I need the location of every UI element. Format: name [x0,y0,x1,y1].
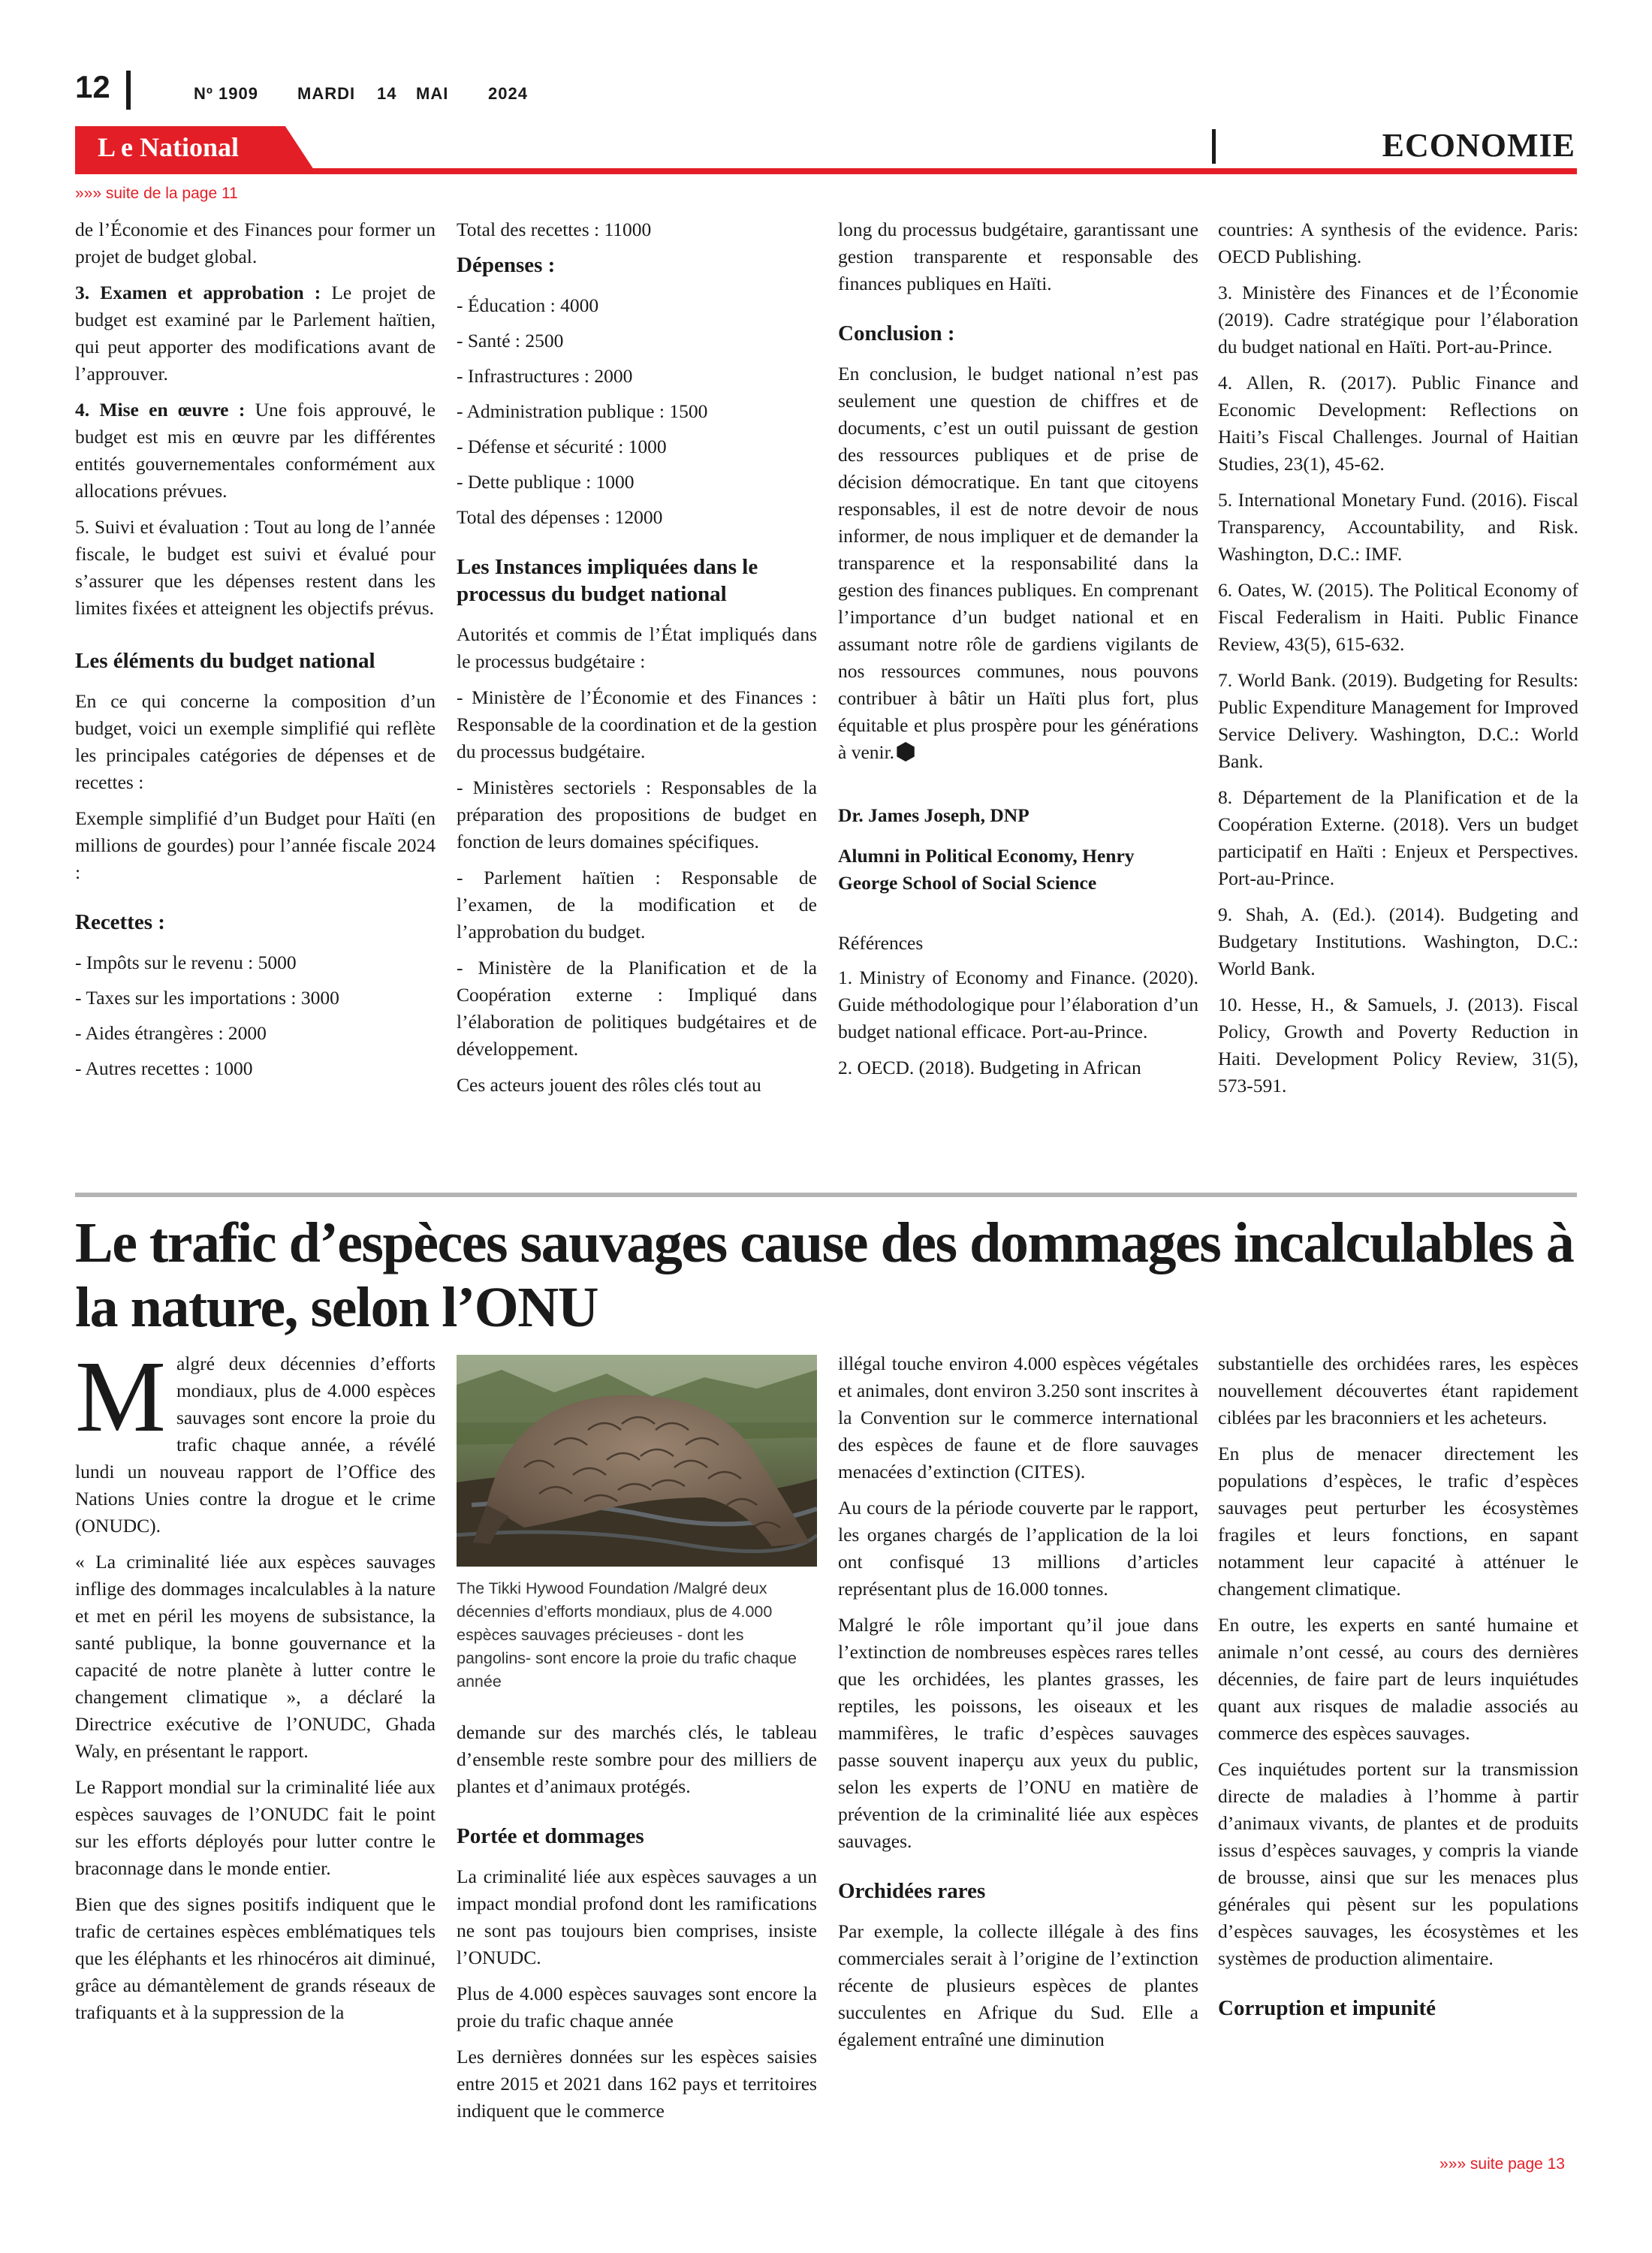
reference-item: 7. World Bank. (2019). Budgeting for Results: Public Expenditure Management for Improved Service Delivery. Washington, D.C.: World Bank. [1218,669,1578,772]
paragraph: Les dernières données sur les espèces saisies entre 2015 et 2021 dans 162 pays et territoires indiquent que le commerce [457,2046,817,2122]
list-item: - Défense et sécurité : 1000 [457,436,667,457]
list-item: - Parlement haïtien : Responsable de l’examen, de la modification et de l’approbation du budget. [457,867,817,943]
list-item: - Administration publique : 1500 [457,400,708,422]
paragraph: Ces inquiétudes portent sur la transmission directe de maladies à l’homme à partir d’animaux vivants, de plantes et de produits issus d’espèces sauvages, y compris la viande de brousse, ainsi que sur les menaces plus générales qui pèsent sur les populations d’espèces sauvages, les écosystèmes et les systèmes de production alimentaire. [1218,1758,1578,1969]
paragraph: illégal touche environ 4.000 espèces végétales et animales, dont environ 3.250 sont inscrites à la Convention sur le commerce international des espèces de faune et de flore sauvages menacées d’extinction (CITES). [838,1353,1198,1482]
section-heading: Recettes : [75,910,165,934]
list-item: - Autres recettes : 1000 [75,1057,253,1079]
reference-item: countries: A synthesis of the evidence. Paris: OECD Publishing. [1218,219,1578,267]
paragraph: Au cours de la période couverte par le rapport, les organes chargés de l’application de la loi ont confisqué 13 millions d’articles représentant plus de 16.000 tonnes. [838,1497,1198,1600]
author-title: Alumni in Political Economy, Henry George School of Social Science [838,845,1135,894]
paragraph: En plus de menacer directement les populations d’espèces, le trafic d’espèces sauvages peut perturber les écosystèmes fragiles et leurs fonctions, en sapant notamment leur capacité à atténuer le changement climatique. [1218,1443,1578,1600]
article1-column-1 [75,216,436,1090]
lead-paragraph [75,1341,436,1540]
section-heading: Portée et dommages [457,1824,644,1848]
continued-from: »»» suite de la page 11 [75,185,238,202]
paragraph [75,397,436,505]
paragraph [838,360,1198,766]
article1-column-2 [457,216,817,1108]
end-of-article-icon [896,742,915,762]
paragraph: Autorités et commis de l’État impliqués dans le processus budgétaire : [457,623,817,672]
conclusion-text: En conclusion, le budget national n’est pas seulement une question de chiffres et de documents, c’est un outil puissant de gestion des ressources publiques et de prise de décision démocratique. En tant que citoyens responsables, il est de notre devoir de nous informer, de nous impliquer et de demander la transparence et la responsabilité dans la gestion des finances publiques. En comprenant l’importance d’un budget national et en assumant notre rôle de gardiens vigilants de nos ressources communes, nous pouvons contribuer à bâtir un Haïti plus fort, plus équitable et plus prospère pour les générations à venir. [838,363,1198,763]
lead-text: algré deux décennies d’efforts mondiaux, plus de 4.000 espèces sauvages sont encore la proie du trafic chaque année, a révélé lundi un nouveau rapport de l’Office des Nations Unies contre la drogue et le crime (ONUDC). [75,1353,436,1537]
paragraph: de l’Économie et des Finances pour former un projet de budget global. [75,219,436,267]
list-item: Total des dépenses : 12000 [457,506,663,528]
page-number: 12 [75,69,110,104]
drop-cap: M [75,1341,166,1453]
paragraph: « La criminalité liée aux espèces sauvages inflige des dommages incalculables à la nature et met en péril les moyens de subsistance, la santé publique, la bonne gouvernance et la capacité de notre planète à lutter contre le changement climatique », a déclaré la Directrice exécutive de l’ONUDC, Ghada Waly, en présentant le rapport. [75,1551,436,1762]
paragraph: Plus de 4.000 espèces sauvages sont encore la proie du trafic chaque année [457,1983,817,2031]
issue-year: 2024 [488,84,528,103]
article-headline: Le trafic d’espèces sauvages cause des dommages incalculables à la nature, selon l’ONU [75,1211,1574,1339]
article1-column-4 [1218,216,1578,1108]
paragraph: Bien que des signes positifs indiquent que le trafic de certaines espèces emblématiques tels que les éléphants et les rhinocéros ait diminué, grâce au démantèlement de grands réseaux de trafiquants et à la suppression de la [75,1893,436,2023]
section-heading: Les éléments du budget national [75,649,375,673]
paragraph: Le Rapport mondial sur la criminalité liée aux espèces sauvages de l’ONUDC fait le point sur les efforts déployés pour lutter contre le braconnage dans le monde entier. [75,1776,436,1879]
reference-item: 3. Ministère des Finances et de l’Économie (2019). Cadre stratégique pour l’élaboration du budget national en Haïti. Port-au-Prince. [1218,282,1578,357]
section-heading: Les Instances impliquées dans le processus du budget national [457,555,758,606]
issue-day: 14 [377,84,397,103]
step-label: 3. Examen et approbation : [75,282,321,303]
reference-item: 1. Ministry of Economy and Finance. (2020). Guide méthodologique pour l’élaboration d’un budget national efficace. Port-au-Prince. [838,967,1198,1042]
reference-item: 8. Département de la Planification et de la Coopération Externe. (2018). Vers un budget participatif en Haïti : Enjeux et Perspectives. Port-au-Prince. [1218,786,1578,889]
reference-item: 10. Hesse, H., & Samuels, J. (2013). Fiscal Policy, Growth and Poverty Reduction in Haiti. Development Policy Review, 31(5), 573-591. [1218,994,1578,1096]
issue-number: Nº 1909 [194,84,258,103]
list-item: Total des recettes : 11000 [457,219,652,240]
paragraph: La criminalité liée aux espèces sauvages a un impact mondial profond dont les ramifications ne sont pas toujours bien comprises, insiste l’ONUDC. [457,1865,817,1968]
reference-item: 6. Oates, W. (2015). The Political Economy of Fiscal Federalism in Haiti. Public Finance Review, 43(5), 615-632. [1218,579,1578,655]
references-heading: Références [838,932,924,954]
article2-column-4 [1218,1350,1578,2035]
paragraph [75,279,436,388]
paragraph: Malgré le rôle important qu’il joue dans l’extinction de nombreuses espèces rares telles que les orchidées, les plantes grasses, les reptiles, les poissons, les oiseaux et les mammifères, le trafic d’espèces sauvages passe souvent inaperçu aux yeux du public, selon les experts de l’ONU en matière de prévention de la criminalité liée aux espèces sauvages. [838,1614,1198,1852]
list-item: - Santé : 2500 [457,330,564,351]
paragraph: demande sur des marchés clés, le tableau d’ensemble reste sombre pour des milliers de plantes et d’animaux protégés. [457,1721,817,1797]
reference-item: 2. OECD. (2018). Budgeting in African [838,1057,1141,1078]
list-item: - Dette publique : 1000 [457,471,635,493]
section-heading: Dépenses : [457,253,556,277]
article2-column-3 [838,1350,1198,2062]
reference-item: 4. Allen, R. (2017). Public Finance and Economic Development: Reflections on Haiti’s Fiscal Challenges. Journal of Haitian Studies, 23(1), 45-62. [1218,372,1578,475]
article2-column-2 [457,1355,817,2134]
list-item: - Taxes sur les importations : 3000 [75,987,339,1009]
reference-item: 9. Shah, A. (Ed.). (2014). Budgeting and Budgetary Institutions. Washington, D.C.: World Bank. [1218,903,1578,979]
paragraph: Par exemple, la collecte illégale à des fins commerciales serait à l’origine de l’extinction récente de plusieurs espèces de plantes succulentes en Afrique du Sud. Elle a également entraîné une diminution [838,1920,1198,2050]
paragraph: Exemple simplifié d’un Budget pour Haïti (en millions de gourdes) pour l’année fiscale 2024 : [75,807,436,883]
pangolin-photo [457,1355,817,1567]
article1-column-3 [838,216,1198,1090]
article-separator [75,1193,1577,1197]
issue-weekday: MARDI [297,84,356,103]
author-name: Dr. James Joseph, DNP [838,804,1029,826]
photo-caption: The Tikki Hywood Foundation /Malgré deux décennies d’efforts mondiaux, plus de 4.000 espèces sauvages précieuses - dont les pangolins- sont encore la proie du trafic chaque année [457,1579,797,1691]
step-text: Une fois approuvé, le budget est mis en œuvre par les différentes entités gouvernementales conformément aux allocations prévues. [75,399,436,502]
paragraph: En ce qui concerne la composition d’un budget, voici un exemple simplifié qui reflète les principales catégories de dépenses et de recettes : [75,690,436,793]
list-item: - Ministère de la Planification et de la Coopération externe : Impliqué dans l’élaboration de politiques budgétaires et de développement. [457,957,817,1060]
issue-month: MAI [416,84,449,103]
list-item: - Éducation : 4000 [457,294,599,316]
list-item: - Ministère de l’Économie et des Finances : Responsable de la coordination et de la gestion du processus budgétaire. [457,686,817,762]
continued-on: »»» suite page 13 [1439,2155,1565,2173]
reference-item: 5. International Monetary Fund. (2016). Fiscal Transparency, Accountability, and Risk. Washington, D.C.: IMF. [1218,489,1578,565]
section-divider [1212,129,1216,164]
paragraph: En outre, les experts en santé humaine et animale n’ont cessé, au cours des dernières décennies, de faire part de leurs inquiétudes quant aux risques de maladie associés au commerce des espèces sauvages. [1218,1614,1578,1744]
header-divider [126,71,131,110]
list-item: - Ministères sectoriels : Responsables de la préparation des propositions de budget en fonction de leurs domaines spécifiques. [457,777,817,852]
list-item: - Infrastructures : 2000 [457,365,633,387]
header-rule [75,168,1577,174]
paragraph: 5. Suivi et évaluation : Tout au long de l’année fiscale, le budget est suivi et évalué pour s’assurer que les dépenses restent dans les limites fixées et atteignent les objectifs prévus. [75,516,436,619]
section-title: ECONOMIE [1382,127,1575,164]
section-heading: Orchidées rares [838,1879,986,1903]
list-item: - Aides étrangères : 2000 [75,1022,267,1044]
author-line [838,802,1198,829]
section-heading: Conclusion : [838,321,955,345]
article2-column-1 [75,1341,436,2035]
list-item: - Impôts sur le revenu : 5000 [75,952,297,973]
paragraph: substantielle des orchidées rares, les espèces nouvellement découvertes étant rapidement ciblées par les braconniers et les acheteurs. [1218,1353,1578,1428]
paragraph: Ces acteurs jouent des rôles clés tout au [457,1074,761,1096]
brand-logo: L e National [98,132,240,162]
step-text: Le projet de budget est examiné par le Parlement haïtien, qui peut apporter des modifications avant de l’approuver. [75,282,436,385]
author-affiliation [838,843,1198,897]
step-label: 4. Mise en œuvre : [75,399,246,421]
paragraph: long du processus budgétaire, garantissant une gestion transparente et responsable des finances publiques en Haïti. [838,219,1198,294]
section-heading: Corruption et impunité [1218,1996,1436,2020]
